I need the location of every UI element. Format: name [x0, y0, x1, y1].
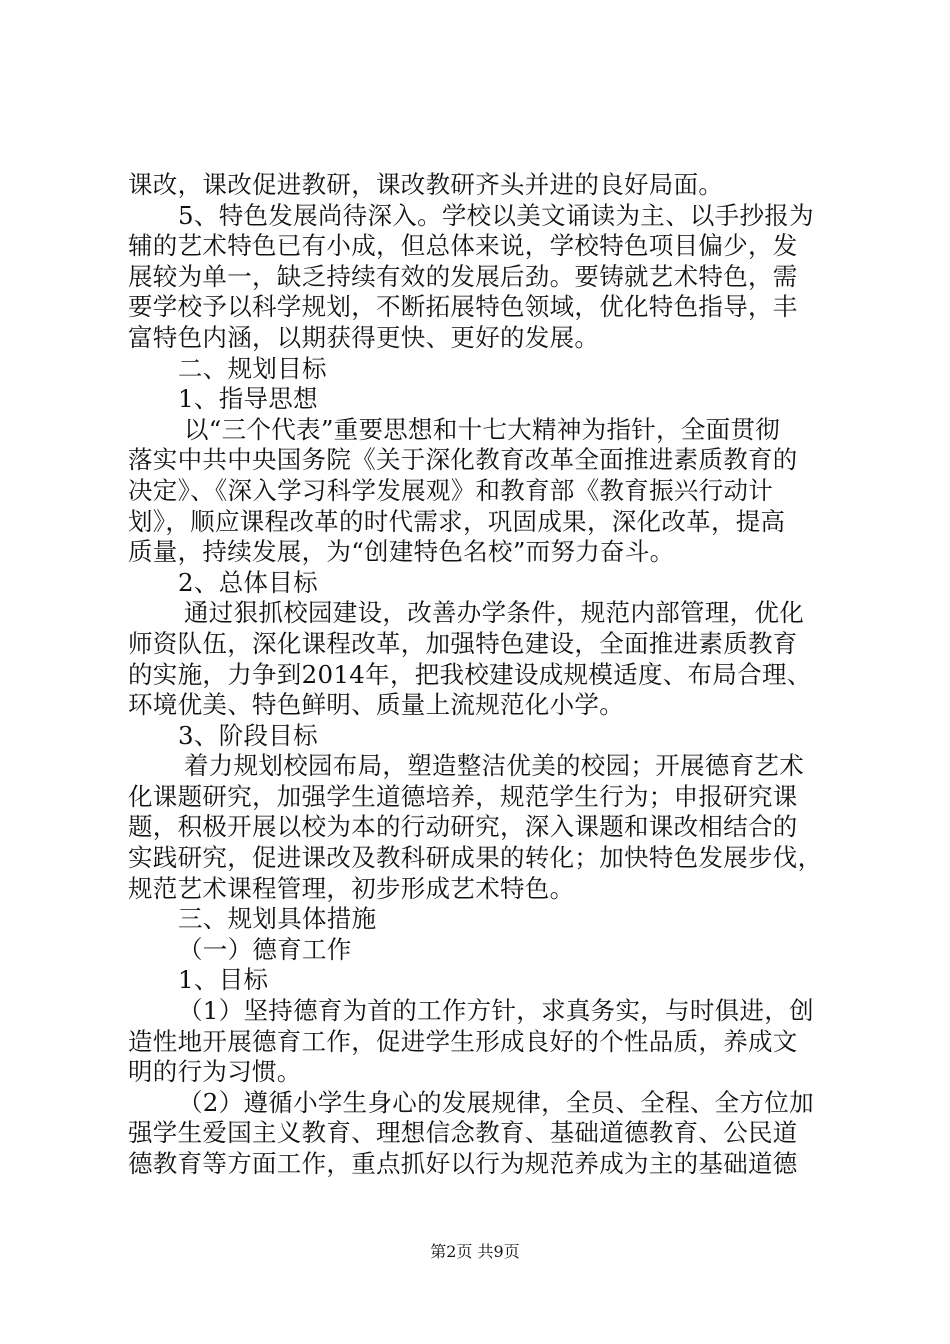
text-line: 明的行为习惯。: [128, 1057, 302, 1087]
text-line: 要学校予以科学规划，不断拓展特色领域，优化特色指导，丰: [128, 292, 798, 322]
text-line: 富特色内涵，以期获得更快、更好的发展。: [128, 322, 600, 352]
text-line: 展较为单一，缺乏持续有效的发展后劲。要铸就艺术特色，需: [128, 261, 798, 291]
section-heading: 三、规划具体措施: [178, 904, 377, 934]
subsection-heading: 1、指导思想: [178, 384, 318, 414]
text-line: 造性地开展德育工作，促进学生形成良好的个性品质，养成文: [128, 1026, 798, 1056]
text-line: 环境优美、特色鲜明、质量上流规范化小学。: [128, 690, 624, 720]
text-line: 决定》、《深入学习科学发展观》和教育部《教育振兴行动计: [128, 475, 774, 505]
text-line: 5、特色发展尚待深入。学校以美文诵读为主、以手抄报为: [178, 200, 814, 230]
text-line: 以“三个代表”重要思想和十七大精神为指针，全面贯彻: [184, 414, 781, 444]
text-line: 师资队伍，深化课程改革，加强特色建设，全面推进素质教育: [128, 628, 798, 658]
text-line: 划》，顺应课程改革的时代需求，巩固成果，深化改革，提高: [128, 506, 786, 536]
text-line: 通过狠抓校园建设，改善办学条件，规范内部管理，优化: [184, 598, 804, 628]
subsection-heading: 1、目标: [178, 965, 269, 995]
text-line: （1）坚持德育为首的工作方针，求真务实，与时俱进，创: [178, 996, 814, 1026]
subsection-heading: （一）德育工作: [178, 934, 352, 964]
text-line: 着力规划校园布局，塑造整洁优美的校园；开展德育艺术: [184, 751, 804, 781]
text-line: 德教育等方面工作，重点抓好以行为规范养成为主的基础道德: [128, 1149, 798, 1178]
text-line: 落实中共中央国务院《关于深化教育改革全面推进素质教育的: [128, 445, 798, 475]
text-line: 实践研究，促进课改及教科研成果的转化；加快特色发展步伐，: [128, 843, 823, 873]
text-line: 题，积极开展以校为本的行动研究，深入课题和课改相结合的: [128, 812, 798, 842]
text-line: 课改，课改促进教研，课改教研齐头并进的良好局面。: [128, 170, 724, 199]
page-number: 第2页 共9页: [430, 1242, 520, 1261]
text-line: 质量，持续发展，为“创建特色名校”而努力奋斗。: [128, 537, 675, 567]
text-line: 辅的艺术特色已有小成，但总体来说，学校特色项目偏少，发: [128, 231, 798, 261]
text-line: 化课题研究，加强学生道德培养，规范学生行为；申报研究课: [128, 781, 798, 811]
subsection-heading: 2、总体目标: [178, 567, 318, 597]
text-line: （2）遵循小学生身心的发展规律，全员、全程、全方位加: [178, 1087, 814, 1117]
subsection-heading: 3、阶段目标: [178, 720, 318, 750]
text-line: 规范艺术课程管理，初步形成艺术特色。: [128, 873, 575, 903]
document-body: [128, 170, 832, 1180]
text-line: 强学生爱国主义教育、理想信念教育、基础道德教育、公民道: [128, 1118, 798, 1148]
text-line: 的实施，力争到2014年，把我校建设成规模适度、布局合理、: [128, 659, 812, 689]
section-heading: 二、规划目标: [178, 353, 327, 383]
